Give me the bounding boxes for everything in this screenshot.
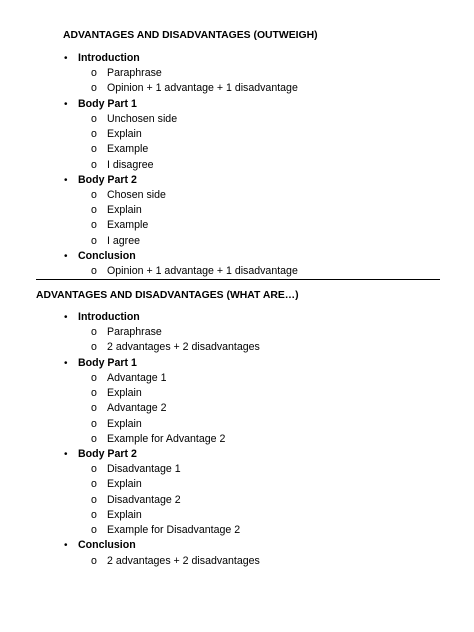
outline-subitem-label: Disadvantage 1: [107, 463, 181, 476]
outline-subitem-label: Opinion + 1 advantage + 1 disadvantage: [107, 82, 298, 95]
outline-subitem-label: Example for Advantage 2: [107, 432, 226, 445]
sub-bullet-marker: o: [91, 219, 97, 232]
sub-bullet-marker: o: [91, 112, 97, 125]
sub-bullet-marker: o: [91, 341, 97, 354]
outline-subitem-label: Paraphrase: [107, 326, 162, 339]
outline-subitem-label: Example: [107, 219, 149, 232]
outline-subitem-label: Chosen side: [107, 188, 166, 201]
outline-subitem-label: I agree: [107, 234, 140, 247]
bullet-marker: •: [64, 357, 68, 369]
sub-bullet-marker: o: [91, 508, 97, 521]
sub-bullet-marker: o: [91, 417, 97, 430]
section-divider: [36, 279, 440, 280]
outline-subitem-label: Explain: [107, 417, 142, 430]
outline-subitem-label: Advantage 1: [107, 371, 167, 384]
outline-subitem-label: Explain: [107, 128, 142, 141]
outline-subitem-label: Explain: [107, 204, 142, 217]
outline-subitem-label: Opinion + 1 advantage + 1 disadvantage: [107, 265, 298, 278]
bullet-marker: •: [64, 174, 68, 186]
outline-item-label: Conclusion: [78, 539, 136, 552]
sub-bullet-marker: o: [91, 402, 97, 415]
sub-bullet-marker: o: [91, 265, 97, 278]
sub-bullet-marker: o: [91, 67, 97, 80]
outline-subitem-label: Explain: [107, 478, 142, 491]
outline-subitem-label: I disagree: [107, 158, 154, 171]
sub-bullet-marker: o: [91, 387, 97, 400]
outline-item-label: Conclusion: [78, 249, 136, 262]
bullet-marker: •: [64, 53, 68, 64]
outline-subitem-label: Explain: [107, 508, 142, 521]
section1-title: ADVANTAGES AND DISADVANTAGES (OUTWEIGH): [63, 30, 318, 41]
outline-subitem-label: Example: [107, 143, 149, 156]
sub-bullet-marker: o: [91, 463, 97, 476]
bullet-marker: •: [64, 250, 68, 262]
bullet-marker: •: [64, 540, 68, 552]
sub-bullet-marker: o: [91, 82, 97, 95]
sub-bullet-marker: o: [91, 204, 97, 217]
sub-bullet-marker: o: [91, 554, 97, 567]
outline-item-label: Body Part 1: [78, 97, 137, 110]
bullet-marker: •: [64, 312, 68, 323]
sub-bullet-marker: o: [91, 371, 97, 384]
section2-title: ADVANTAGES AND DISADVANTAGES (WHAT ARE…): [36, 290, 299, 301]
sub-bullet-marker: o: [91, 478, 97, 491]
outline-subitem-label: 2 advantages + 2 disadvantages: [107, 554, 260, 567]
outline-item-label: Introduction: [78, 311, 140, 323]
outline-subitem-label: Explain: [107, 387, 142, 400]
sub-bullet-marker: o: [91, 128, 97, 141]
outline-item-label: Introduction: [78, 52, 140, 64]
outline-subitem-label: Paraphrase: [107, 67, 162, 80]
sub-bullet-marker: o: [91, 158, 97, 171]
sub-bullet-marker: o: [91, 493, 97, 506]
outline-subitem-label: Unchosen side: [107, 112, 178, 125]
sub-bullet-marker: o: [91, 188, 97, 201]
outline-item-label: Body Part 1: [78, 356, 137, 369]
outline-item-label: Body Part 2: [78, 447, 137, 460]
outline-subitem-label: Disadvantage 2: [107, 493, 181, 506]
sub-bullet-marker: o: [91, 326, 97, 339]
sub-bullet-marker: o: [91, 143, 97, 156]
bullet-marker: •: [64, 98, 68, 110]
sub-bullet-marker: o: [91, 432, 97, 445]
outline-subitem-label: Advantage 2: [107, 402, 167, 415]
outline-subitem-label: Example for Disadvantage 2: [107, 524, 241, 537]
sub-bullet-marker: o: [91, 234, 97, 247]
sub-bullet-marker: o: [91, 524, 97, 537]
bullet-marker: •: [64, 448, 68, 460]
outline-item-label: Body Part 2: [78, 173, 137, 186]
outline-subitem-label: 2 advantages + 2 disadvantages: [107, 341, 260, 354]
